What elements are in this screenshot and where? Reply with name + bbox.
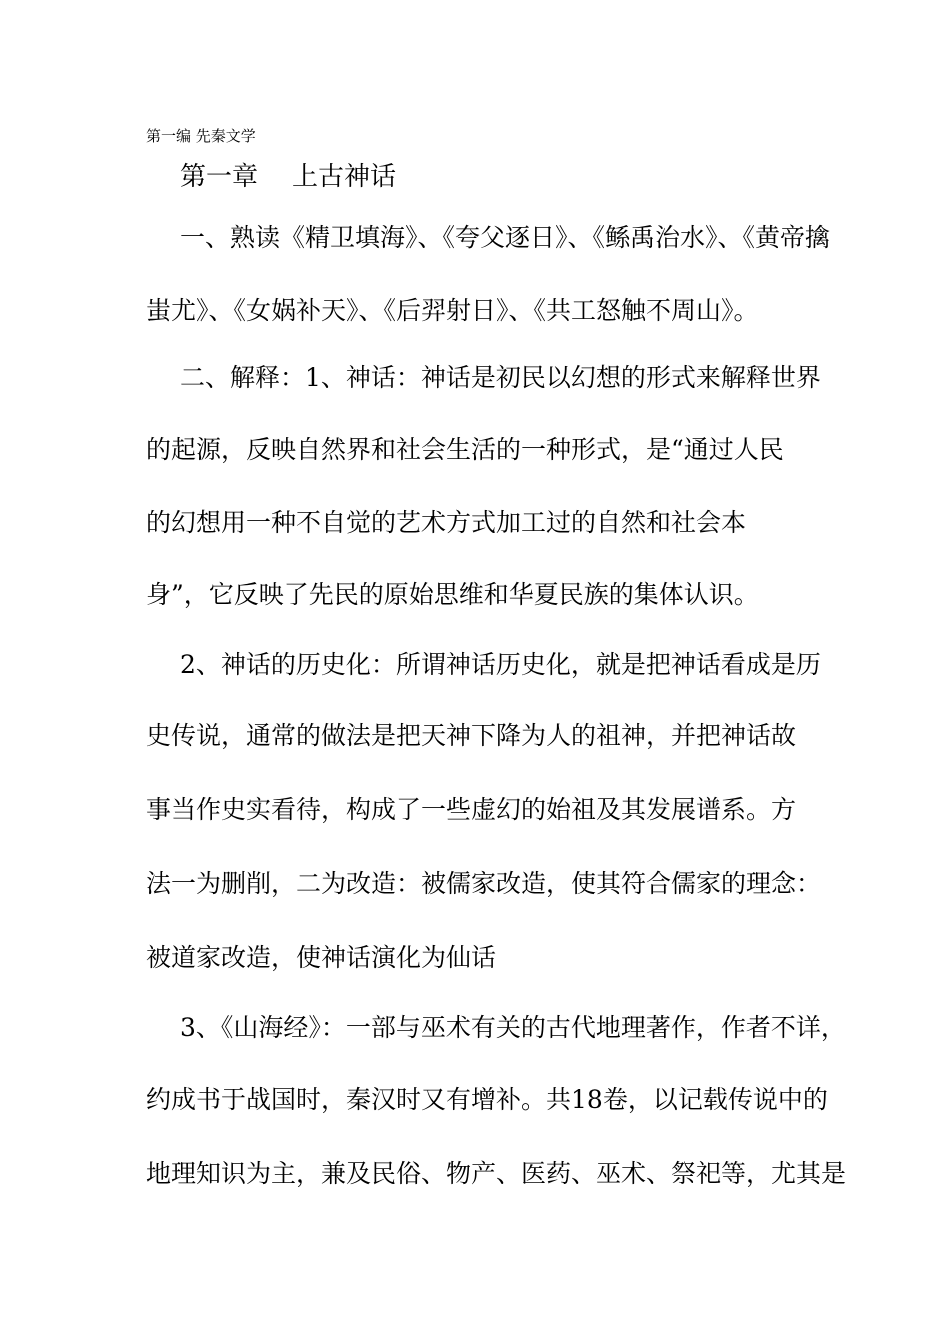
paragraph-line: 2、神话的历史化：所谓神话历史化，就是把神话看成是历	[180, 650, 821, 679]
chapter-title: 上古神话	[292, 162, 397, 192]
part-header: 第一编 先秦文学	[146, 127, 256, 145]
paragraph-line: 二、解释：1、神话：神话是初民以幻想的形式来解释世界	[180, 363, 821, 392]
paragraph-line: 3、《山海经》：一部与巫术有关的古代地理著作，作者不详，	[180, 1013, 846, 1042]
paragraph-line: 的起源，反映自然界和社会生活的一种形式，是“通过人民	[146, 435, 784, 464]
paragraph-line: 身”，它反映了先民的原始思维和华夏民族的集体认识。	[146, 580, 759, 609]
paragraph-line: 的幻想用一种不自觉的艺术方式加工过的自然和社会本	[146, 508, 747, 537]
paragraph-line: 一、熟读《精卫填海》、《夸父逐日》、《鲧禹治水》、《黄帝擒	[180, 223, 831, 252]
paragraph-line: 地理知识为主，兼及民俗、物产、医药、巫术、祭祀等，尤其是	[146, 1159, 847, 1188]
chapter-number: 第一章	[180, 162, 259, 192]
paragraph-line: 约成书于战国时，秦汉时又有增补。共18卷，以记载传说中的	[146, 1085, 828, 1114]
paragraph-line: 被道家改造，使神话演化为仙话	[146, 943, 497, 972]
paragraph-line: 史传说，通常的做法是把天神下降为人的祖神，并把神话故	[146, 721, 797, 750]
paragraph-line: 法一为删削，二为改造：被儒家改造，使其符合儒家的理念：	[146, 869, 822, 898]
chapter-heading	[180, 160, 396, 194]
paragraph-line: 蚩尤》、《女娲补天》、《后羿射日》、《共工怒触不周山》。	[146, 296, 759, 325]
paragraph-line: 事当作史实看待，构成了一些虚幻的始祖及其发展谱系。方	[146, 795, 797, 824]
